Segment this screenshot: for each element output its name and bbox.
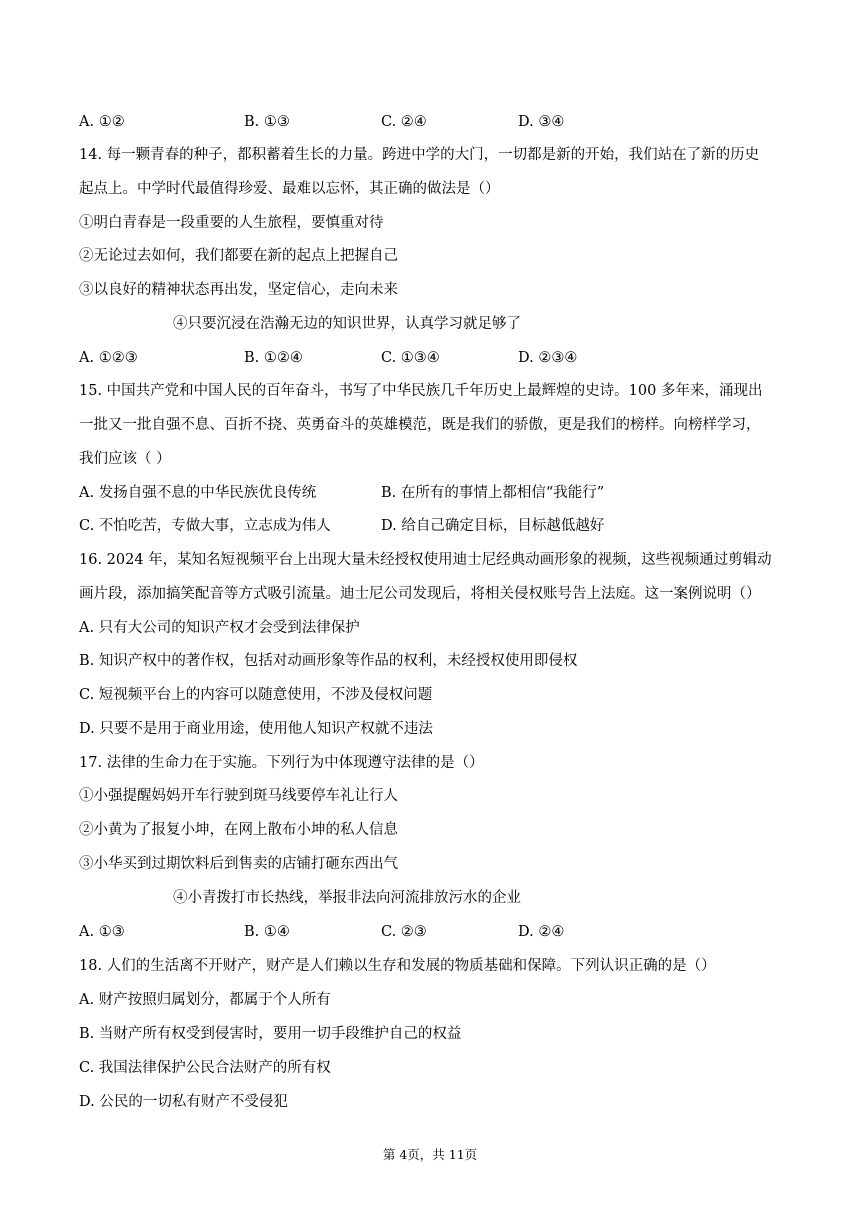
q15-stem-line-3: 我们应该（ ） xyxy=(79,451,171,467)
q17-stem: 17. 法律的生命力在于实施。下列行为中体现遵守法律的是（） xyxy=(79,755,484,771)
page-number-footer: 第 4页，共 11页 xyxy=(382,1147,478,1162)
prev-option-a: A. ①② xyxy=(79,114,125,130)
q14-item-4: ④只要沉浸在浩瀚无边的知识世界，认真学习就足够了 xyxy=(173,316,521,332)
q14-item-1: ①明白青春是一段重要的人生旅程，要慎重对待 xyxy=(79,215,384,231)
q16-option-a: A. 只有大公司的知识产权才会受到法律保护 xyxy=(79,620,360,636)
q18-option-d: D. 公民的一切私有财产不受侵犯 xyxy=(79,1094,288,1110)
q14-option-d: D. ②③④ xyxy=(518,350,578,366)
q14-stem-line-1: 14. 每一颗青春的种子，都积蓄着生长的力量。跨进中学的大门，一切都是新的开始，我们站在了新的历史 xyxy=(79,147,760,163)
q18-option-c: C. 我国法律保护公民合法财产的所有权 xyxy=(79,1060,331,1076)
q17-item-1: ①小强提醒妈妈开车行驶到斑马线要停车礼让行人 xyxy=(79,788,398,804)
q14-item-3: ③以良好的精神状态再出发，坚定信心，走向未来 xyxy=(79,282,398,298)
q16-option-b: B. 知识产权中的著作权，包括对动画形象等作品的权利，未经授权使用即侵权 xyxy=(79,653,578,669)
q18-option-a: A. 财产按照归属划分，都属于个人所有 xyxy=(79,992,331,1008)
q15-option-c: C. 不怕吃苦，专做大事，立志成为伟人 xyxy=(79,518,331,534)
q16-stem-line-2: 画片段，添加搞笑配音等方式吸引流量。迪士尼公司发现后，将相关侵权账号告上法庭。这一案例说明（） xyxy=(79,586,761,602)
q14-item-2: ②无论过去如何，我们都要在新的起点上把握自己 xyxy=(79,248,398,264)
prev-option-b: B. ①③ xyxy=(244,114,290,130)
q15-stem-line-1: 15. 中国共产党和中国人民的百年奋斗，书写了中华民族几千年历史上最辉煌的史诗。100 多年来，涌现出 xyxy=(79,383,763,399)
q15-option-b: B. 在所有的事情上都相信“我能行” xyxy=(381,485,605,501)
prev-option-d: D. ③④ xyxy=(518,114,565,130)
q16-stem-line-1: 16. 2024 年，某知名短视频平台上出现大量未经授权使用迪士尼经典动画形象的视频，这些视频通过剪辑动 xyxy=(79,552,772,568)
q17-option-a: A. ①③ xyxy=(79,924,125,940)
q14-option-c: C. ①③④ xyxy=(381,350,440,366)
q17-item-3: ③小华买到过期饮料后到售卖的店铺打砸东西出气 xyxy=(79,856,398,872)
q17-item-4: ④小青拨打市长热线，举报非法向河流排放污水的企业 xyxy=(173,890,521,906)
q15-option-a: A. 发扬自强不息的中华民族优良传统 xyxy=(79,485,317,501)
q14-option-b: B. ①②④ xyxy=(244,350,303,366)
q17-item-2: ②小黄为了报复小坤，在网上散布小坤的私人信息 xyxy=(79,822,398,838)
q17-option-c: C. ②③ xyxy=(381,924,427,940)
q15-stem-line-2: 一批又一批自强不息、百折不挠、英勇奋斗的英雄模范，既是我们的骄傲，更是我们的榜样。向榜样学习， xyxy=(79,417,761,433)
q16-option-c: C. 短视频平台上的内容可以随意使用，不涉及侵权问题 xyxy=(79,687,433,703)
q16-option-d: D. 只要不是用于商业用途，使用他人知识产权就不违法 xyxy=(79,721,433,737)
q15-option-d: D. 给自己确定目标，目标越低越好 xyxy=(381,518,605,534)
q18-option-b: B. 当财产所有权受到侵害时，要用一切手段维护自己的权益 xyxy=(79,1026,462,1042)
q14-stem-line-2: 起点上。中学时代最值得珍爱、最难以忘怀，其正确的做法是（） xyxy=(79,181,500,197)
q17-option-b: B. ①④ xyxy=(244,924,290,940)
q17-option-d: D. ②④ xyxy=(518,924,565,940)
q14-option-a: A. ①②③ xyxy=(79,350,138,366)
q18-stem: 18. 人们的生活离不开财产，财产是人们赖以生存和发展的物质基础和保障。下列认识正确的是（） xyxy=(79,958,716,974)
prev-option-c: C. ②④ xyxy=(381,114,427,130)
